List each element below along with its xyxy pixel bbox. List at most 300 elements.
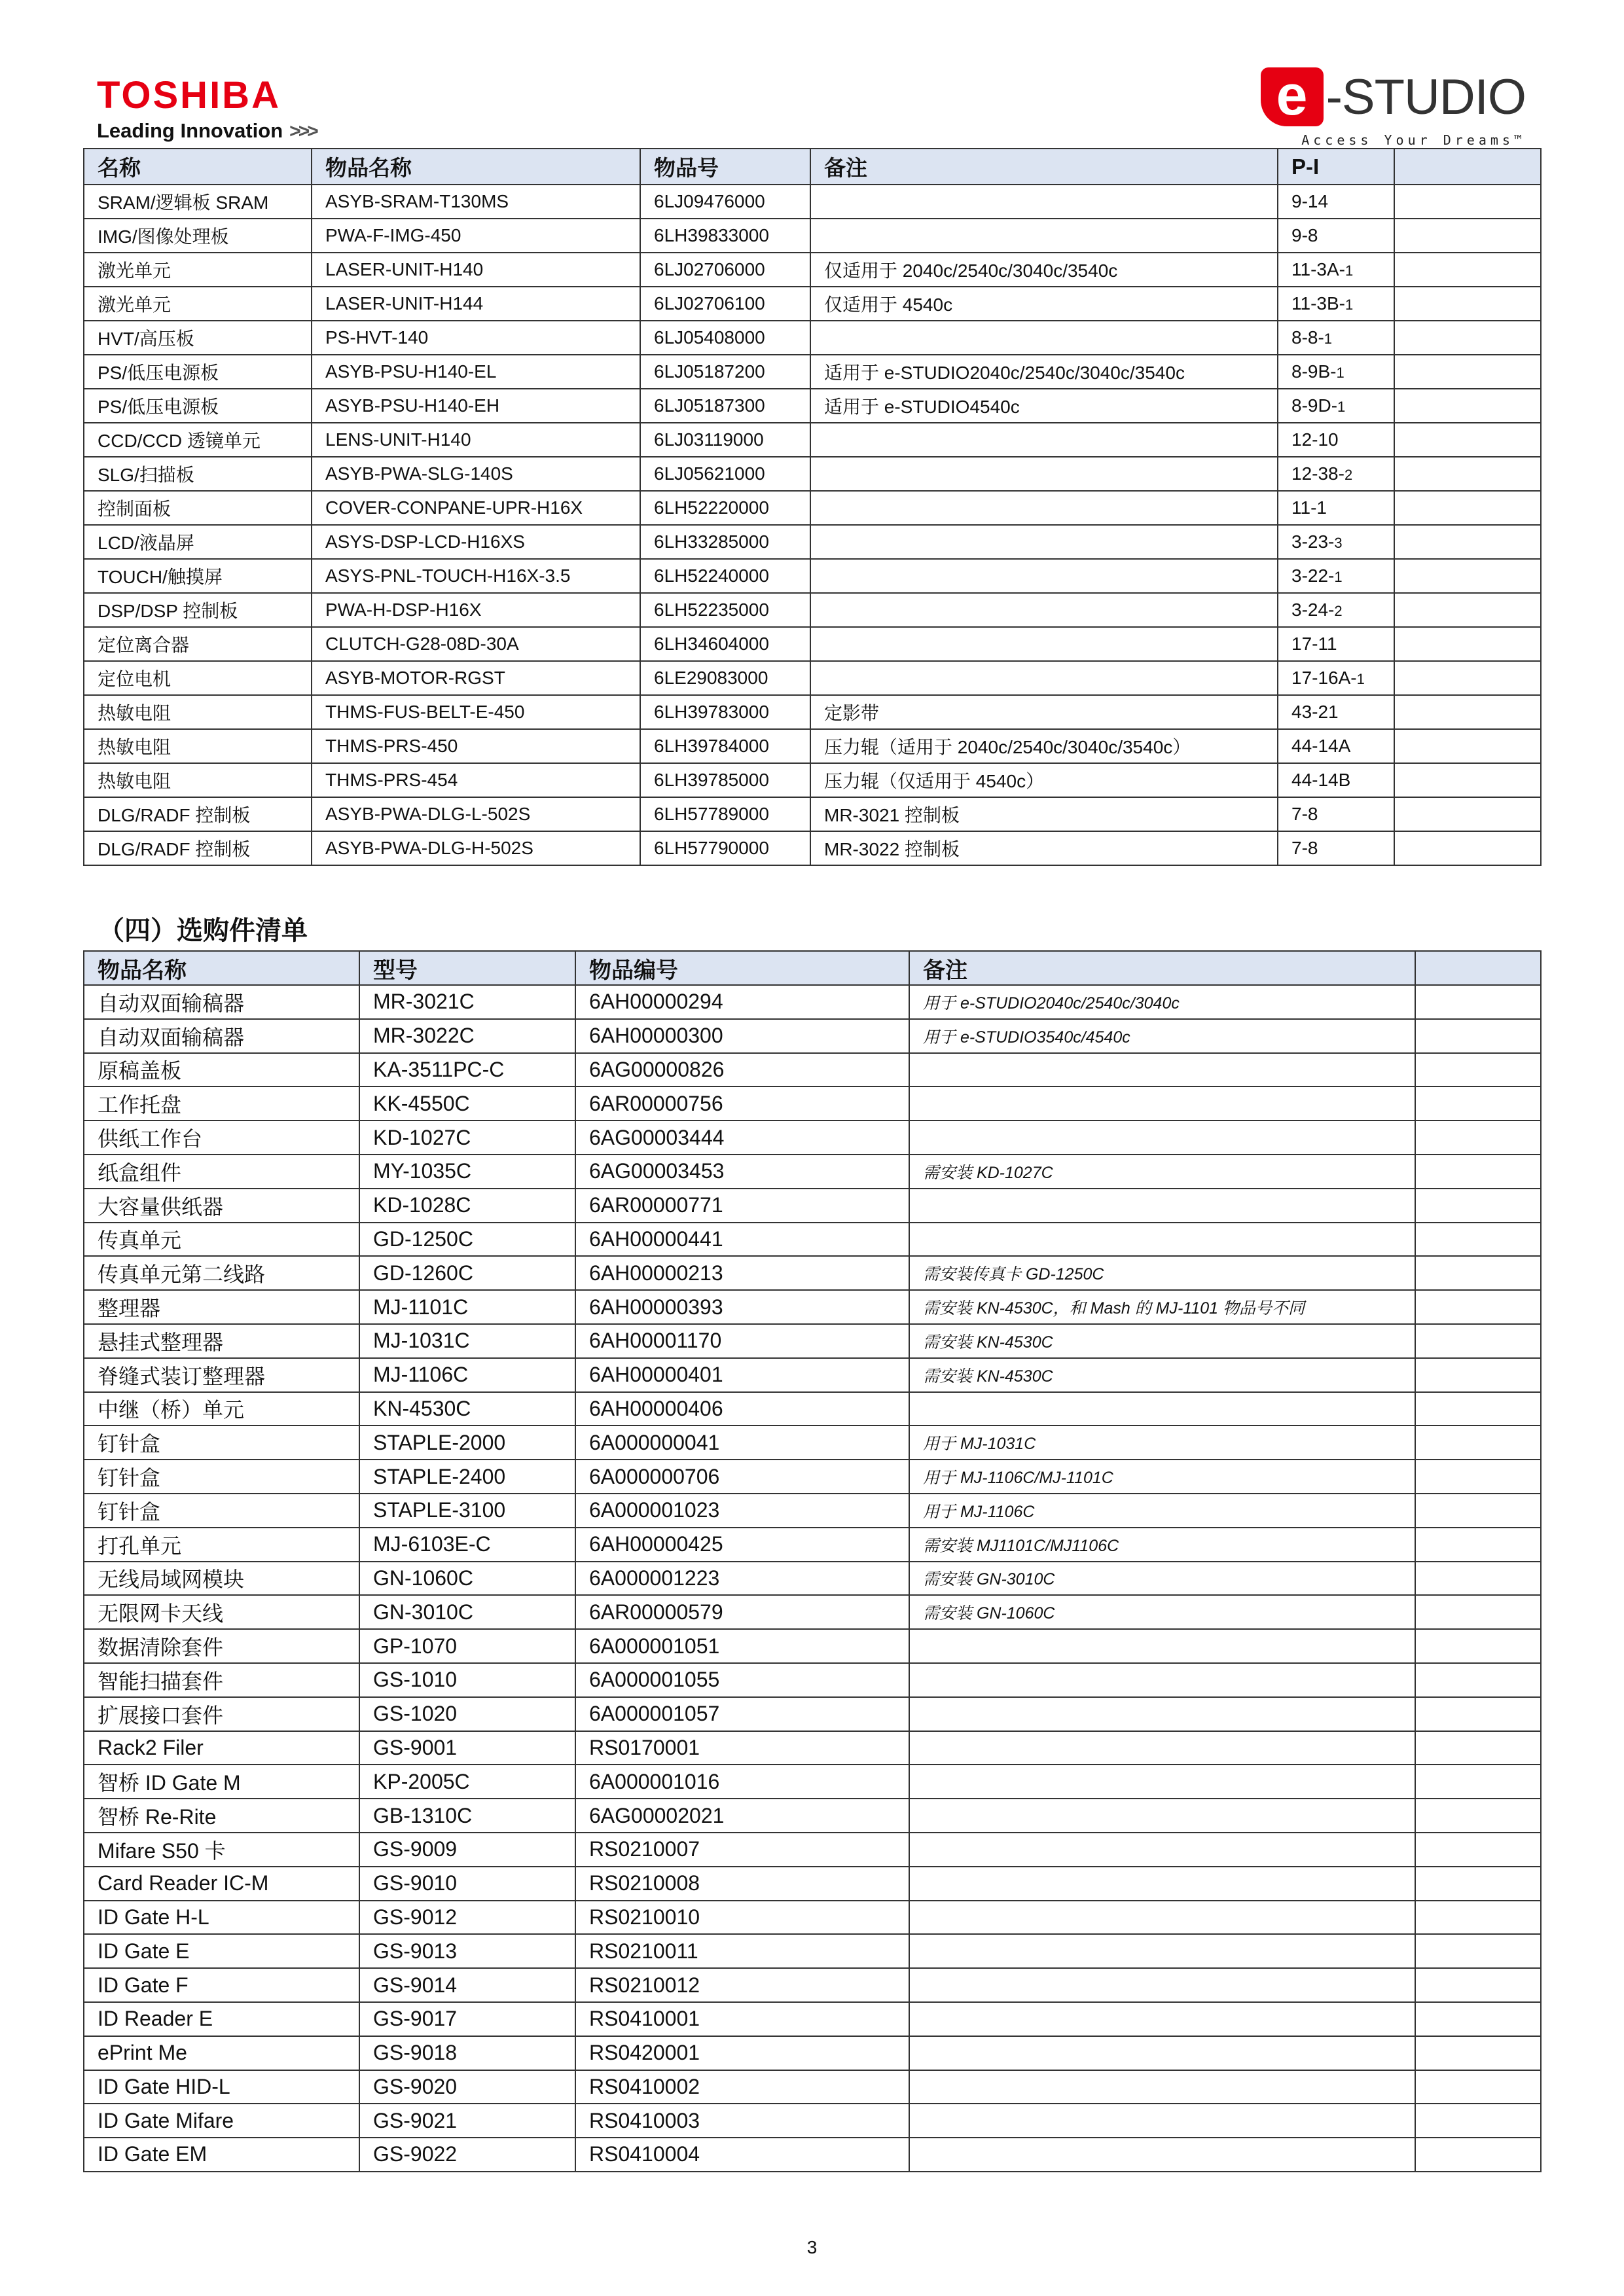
part-number-cell: 6LH52220000 [640, 491, 810, 525]
part-pi-cell [1278, 355, 1394, 389]
table-row [84, 1358, 1541, 1392]
pi-value: 8-8- [1291, 327, 1324, 348]
pi-subindex: 1 [1356, 671, 1365, 687]
option-model-cell: KN-4530C [359, 1392, 575, 1426]
option-code-cell: RS0170001 [575, 1731, 909, 1765]
option-code-cell: 6AH00000425 [575, 1528, 909, 1562]
option-note-cell: 用于 e-STUDIO2040c/2540c/3040c [909, 985, 1415, 1019]
empty-cell [1394, 355, 1541, 389]
option-model-cell: GS-9021 [359, 2104, 575, 2138]
pi-subindex: 1 [1344, 296, 1354, 313]
table-row [84, 1629, 1541, 1663]
pi-value: 44-14B [1291, 770, 1351, 790]
option-code-cell: 6AH00000213 [575, 1256, 909, 1290]
option-code-cell: 6A000001051 [575, 1629, 909, 1663]
empty-cell [1394, 797, 1541, 831]
pi-subindex: 1 [1334, 569, 1343, 585]
empty-cell [1415, 2104, 1541, 2138]
option-code-cell: RS0410003 [575, 2104, 909, 2138]
table-row [84, 1053, 1541, 1087]
option-code-cell: RS0210010 [575, 1901, 909, 1935]
option-code-cell: 6A000001057 [575, 1697, 909, 1731]
table-row [84, 491, 1541, 525]
option-name-cell: 整理器 [84, 1290, 359, 1324]
table-row [84, 1019, 1541, 1053]
part-name-cell: 激光单元 [84, 253, 312, 287]
part-item-cell: THMS-PRS-454 [312, 763, 640, 797]
option-model-cell: GS-1010 [359, 1663, 575, 1697]
part-item-cell: ASYB-PWA-DLG-L-502S [312, 797, 640, 831]
empty-cell [1415, 1799, 1541, 1833]
empty-cell [1394, 219, 1541, 253]
option-model-cell: GS-9012 [359, 1901, 575, 1935]
part-number-cell: 6LJ02706000 [640, 253, 810, 287]
part-name-cell: HVT/高压板 [84, 321, 312, 355]
estudio-tagline: Access Your Dreams™ [1301, 132, 1526, 148]
table-row [84, 1494, 1541, 1528]
option-note-cell [909, 1799, 1415, 1833]
option-code-cell: RS0210008 [575, 1867, 909, 1901]
option-code-cell: 6AH00000300 [575, 1019, 909, 1053]
part-note-cell [810, 661, 1278, 695]
part-number-cell: 6LH52240000 [640, 559, 810, 593]
brand-name: TOSHIBA [97, 74, 281, 117]
table-row [84, 1901, 1541, 1935]
option-code-cell: RS0410001 [575, 2002, 909, 2036]
option-model-cell: GS-9014 [359, 1968, 575, 2002]
option-note-cell: 需安装 KN-4530C [909, 1324, 1415, 1358]
table-row [84, 287, 1541, 321]
part-name-cell: 控制面板 [84, 491, 312, 525]
option-model-cell: GS-9013 [359, 1934, 575, 1968]
table-row [84, 1562, 1541, 1596]
empty-cell [1415, 1053, 1541, 1087]
part-name-cell: DSP/DSP 控制板 [84, 593, 312, 627]
table-row [84, 525, 1541, 559]
part-pi-cell [1278, 253, 1394, 287]
table-row [84, 253, 1541, 287]
option-name-cell: 脊缝式装订整理器 [84, 1358, 359, 1392]
pi-subindex: 1 [1324, 331, 1333, 347]
option-model-cell: GD-1260C [359, 1256, 575, 1290]
pi-value: 12-10 [1291, 429, 1339, 450]
part-name-cell: 热敏电阻 [84, 763, 312, 797]
option-note-cell [909, 1629, 1415, 1663]
option-note-cell [909, 1765, 1415, 1799]
part-note-cell [810, 185, 1278, 219]
option-note-cell: 用于 MJ-1106C/MJ-1101C [909, 1460, 1415, 1494]
part-number-cell: 6LH39783000 [640, 695, 810, 729]
toshiba-logo [97, 76, 316, 143]
option-name-cell: 智桥 ID Gate M [84, 1765, 359, 1799]
part-pi-cell [1278, 627, 1394, 661]
table-row [84, 763, 1541, 797]
empty-cell [1415, 1697, 1541, 1731]
option-name-cell: 智桥 Re-Rite [84, 1799, 359, 1833]
option-model-cell: GS-9017 [359, 2002, 575, 2036]
pi-subindex: 2 [1334, 603, 1343, 619]
empty-cell [1394, 491, 1541, 525]
empty-cell [1415, 1968, 1541, 2002]
chevron-right-icon: >>> [289, 120, 316, 142]
option-name-cell: Card Reader IC-M [84, 1867, 359, 1901]
option-code-cell: 6A000001223 [575, 1562, 909, 1596]
option-model-cell: STAPLE-3100 [359, 1494, 575, 1528]
option-model-cell: GB-1310C [359, 1799, 575, 1833]
empty-cell [1415, 1867, 1541, 1901]
option-note-cell: 需安装 GN-1060C [909, 1595, 1415, 1629]
option-name-cell: 数据清除套件 [84, 1629, 359, 1663]
part-name-cell: 定位电机 [84, 661, 312, 695]
option-code-cell: RS0210007 [575, 1833, 909, 1867]
option-note-cell [909, 1867, 1415, 1901]
empty-cell [1415, 985, 1541, 1019]
option-name-cell: ID Gate F [84, 1968, 359, 2002]
part-number-cell: 6LH52235000 [640, 593, 810, 627]
part-pi-cell [1278, 559, 1394, 593]
part-note-cell [810, 457, 1278, 491]
pi-value: 3-22- [1291, 565, 1335, 586]
pi-value: 43-21 [1291, 702, 1339, 722]
pi-value: 44-14A [1291, 736, 1351, 756]
part-pi-cell [1278, 593, 1394, 627]
option-note-cell [909, 1663, 1415, 1697]
option-model-cell: GS-1020 [359, 1697, 575, 1731]
empty-cell [1415, 1901, 1541, 1935]
part-pi-cell [1278, 831, 1394, 865]
table-row [84, 559, 1541, 593]
option-name-cell: 工作托盘 [84, 1086, 359, 1121]
pi-value: 17-16A- [1291, 668, 1357, 688]
option-code-cell: 6A000001016 [575, 1765, 909, 1799]
option-model-cell: STAPLE-2400 [359, 1460, 575, 1494]
empty-cell [1394, 559, 1541, 593]
option-name-cell: 纸盒组件 [84, 1155, 359, 1189]
column-header [1394, 149, 1541, 185]
option-model-cell: KD-1027C [359, 1121, 575, 1155]
empty-cell [1394, 423, 1541, 457]
table-row [84, 1528, 1541, 1562]
option-note-cell [909, 1053, 1415, 1087]
empty-cell [1415, 1426, 1541, 1460]
option-note-cell: 需安装 KD-1027C [909, 1155, 1415, 1189]
table-row [84, 1697, 1541, 1731]
brand-tagline-text: Leading Innovation [97, 119, 283, 142]
option-code-cell: 6AG00003453 [575, 1155, 909, 1189]
option-model-cell: MJ-6103E-C [359, 1528, 575, 1562]
table-row [84, 1324, 1541, 1358]
part-item-cell: ASYS-PNL-TOUCH-H16X-3.5 [312, 559, 640, 593]
option-note-cell: 需安装 KN-4530C [909, 1358, 1415, 1392]
table-row [84, 1595, 1541, 1629]
pi-value: 3-24- [1291, 600, 1335, 620]
option-name-cell: 钉针盒 [84, 1494, 359, 1528]
empty-cell [1394, 525, 1541, 559]
empty-cell [1415, 1086, 1541, 1121]
part-item-cell: ASYS-DSP-LCD-H16XS [312, 525, 640, 559]
pi-value: 3-23- [1291, 531, 1335, 552]
part-item-cell: ASYB-PWA-SLG-140S [312, 457, 640, 491]
empty-cell [1415, 1019, 1541, 1053]
table-row [84, 2104, 1541, 2138]
empty-cell [1394, 661, 1541, 695]
part-number-cell: 6LH39833000 [640, 219, 810, 253]
option-code-cell: RS0210011 [575, 1934, 909, 1968]
part-name-cell: 定位离合器 [84, 627, 312, 661]
option-name-cell: ID Gate HID-L [84, 2070, 359, 2104]
empty-cell [1415, 1562, 1541, 1596]
option-name-cell: 传真单元第二线路 [84, 1256, 359, 1290]
option-note-cell [909, 1189, 1415, 1223]
option-code-cell: 6AG00002021 [575, 1799, 909, 1833]
option-note-cell [909, 1833, 1415, 1867]
part-pi-cell [1278, 729, 1394, 763]
empty-cell [1415, 2002, 1541, 2036]
empty-cell [1415, 2070, 1541, 2104]
option-code-cell: RS0410004 [575, 2138, 909, 2172]
option-model-cell: MY-1035C [359, 1155, 575, 1189]
pi-value: 11-3A- [1291, 259, 1345, 279]
option-note-cell [909, 2070, 1415, 2104]
empty-cell [1415, 1629, 1541, 1663]
table-row [84, 797, 1541, 831]
part-note-cell [810, 219, 1278, 253]
pi-subindex: 1 [1344, 262, 1354, 279]
empty-cell [1394, 729, 1541, 763]
table-row [84, 2070, 1541, 2104]
option-name-cell: ID Gate Mifare [84, 2104, 359, 2138]
part-note-cell: MR-3021 控制板 [810, 797, 1278, 831]
pi-subindex: 3 [1334, 535, 1343, 551]
parts-table [83, 148, 1542, 866]
part-number-cell: 6LE29083000 [640, 661, 810, 695]
part-number-cell: 6LJ02706100 [640, 287, 810, 321]
table-row [84, 1765, 1541, 1799]
option-code-cell: 6A000000706 [575, 1460, 909, 1494]
column-header: 备注 [909, 951, 1415, 985]
option-model-cell: GS-9018 [359, 2036, 575, 2070]
option-note-cell [909, 2036, 1415, 2070]
part-number-cell: 6LH39785000 [640, 763, 810, 797]
table-row [84, 457, 1541, 491]
option-note-cell [909, 1934, 1415, 1968]
table-row [84, 695, 1541, 729]
empty-cell [1415, 1731, 1541, 1765]
empty-cell [1394, 253, 1541, 287]
table-row [84, 219, 1541, 253]
empty-cell [1394, 321, 1541, 355]
option-name-cell: Rack2 Filer [84, 1731, 359, 1765]
table-row [84, 2138, 1541, 2172]
empty-cell [1415, 2138, 1541, 2172]
empty-cell [1415, 1290, 1541, 1324]
empty-cell [1415, 1833, 1541, 1867]
option-model-cell: GD-1250C [359, 1223, 575, 1257]
option-code-cell: RS0410002 [575, 2070, 909, 2104]
option-code-cell: 6AH00001170 [575, 1324, 909, 1358]
option-name-cell: 供纸工作台 [84, 1121, 359, 1155]
part-note-cell: 适用于 e-STUDIO4540c [810, 389, 1278, 423]
part-item-cell: CLUTCH-G28-08D-30A [312, 627, 640, 661]
part-note-cell: 适用于 e-STUDIO2040c/2540c/3040c/3540c [810, 355, 1278, 389]
option-model-cell: GS-9020 [359, 2070, 575, 2104]
part-item-cell: LASER-UNIT-H144 [312, 287, 640, 321]
option-name-cell: 无限网卡天线 [84, 1595, 359, 1629]
option-note-cell: 需安装 MJ1101C/MJ1106C [909, 1528, 1415, 1562]
table-row [84, 1934, 1541, 1968]
part-pi-cell [1278, 661, 1394, 695]
part-pi-cell [1278, 219, 1394, 253]
empty-cell [1415, 1934, 1541, 1968]
option-model-cell: MJ-1031C [359, 1324, 575, 1358]
pi-value: 17-11 [1291, 634, 1337, 654]
option-name-cell: 无线局域网模块 [84, 1562, 359, 1596]
option-name-cell: 打孔单元 [84, 1528, 359, 1562]
option-note-cell: 用于 e-STUDIO3540c/4540c [909, 1019, 1415, 1053]
option-code-cell: 6AR00000579 [575, 1595, 909, 1629]
option-code-cell: 6AR00000771 [575, 1189, 909, 1223]
part-name-cell: 热敏电阻 [84, 695, 312, 729]
empty-cell [1415, 1663, 1541, 1697]
empty-cell [1415, 1392, 1541, 1426]
option-model-cell: MJ-1101C [359, 1290, 575, 1324]
column-header: 物品编号 [575, 951, 909, 985]
options-table-header [84, 951, 1541, 985]
option-note-cell [909, 2104, 1415, 2138]
page-number: 3 [806, 2237, 818, 2257]
table-row [84, 1155, 1541, 1189]
pi-subindex: 1 [1337, 399, 1346, 415]
option-name-cell: 钉针盒 [84, 1426, 359, 1460]
part-note-cell [810, 593, 1278, 627]
empty-cell [1394, 287, 1541, 321]
table-row [84, 1426, 1541, 1460]
part-item-cell: COVER-CONPANE-UPR-H16X [312, 491, 640, 525]
option-code-cell: 6AH00000441 [575, 1223, 909, 1257]
option-model-cell: KA-3511PC-C [359, 1053, 575, 1087]
part-name-cell: 激光单元 [84, 287, 312, 321]
option-name-cell: 中继（桥）单元 [84, 1392, 359, 1426]
column-header: P-I [1278, 149, 1394, 185]
option-code-cell: 6AG00003444 [575, 1121, 909, 1155]
estudio-e-badge: e [1261, 67, 1324, 126]
option-note-cell: 用于 MJ-1031C [909, 1426, 1415, 1460]
part-name-cell: SRAM/逻辑板 SRAM [84, 185, 312, 219]
option-name-cell: ID Gate E [84, 1934, 359, 1968]
part-pi-cell [1278, 797, 1394, 831]
part-pi-cell [1278, 287, 1394, 321]
empty-cell [1415, 1528, 1541, 1562]
option-name-cell: ID Gate H-L [84, 1901, 359, 1935]
part-number-cell: 6LJ05187200 [640, 355, 810, 389]
option-model-cell: STAPLE-2000 [359, 1426, 575, 1460]
part-pi-cell [1278, 763, 1394, 797]
option-code-cell: 6AH00000294 [575, 985, 909, 1019]
option-note-cell [909, 1392, 1415, 1426]
option-code-cell: 6A000000041 [575, 1426, 909, 1460]
option-note-cell [909, 1223, 1415, 1257]
column-header: 物品名称 [312, 149, 640, 185]
empty-cell [1415, 1155, 1541, 1189]
part-number-cell: 6LH33285000 [640, 525, 810, 559]
table-row [84, 1799, 1541, 1833]
pi-value: 11-3B- [1291, 293, 1345, 314]
part-item-cell: ASYB-SRAM-T130MS [312, 185, 640, 219]
part-item-cell: THMS-FUS-BELT-E-450 [312, 695, 640, 729]
option-name-cell: 扩展接口套件 [84, 1697, 359, 1731]
option-code-cell: 6AH00000393 [575, 1290, 909, 1324]
column-header: 名称 [84, 149, 312, 185]
table-row [84, 1663, 1541, 1697]
part-name-cell: SLG/扫描板 [84, 457, 312, 491]
option-model-cell: MR-3021C [359, 985, 575, 1019]
part-item-cell: ASYB-MOTOR-RGST [312, 661, 640, 695]
pi-subindex: 2 [1344, 467, 1353, 483]
pi-value: 7-8 [1291, 838, 1318, 858]
part-name-cell: PS/低压电源板 [84, 355, 312, 389]
option-model-cell: GS-9009 [359, 1833, 575, 1867]
part-item-cell: LASER-UNIT-H140 [312, 253, 640, 287]
part-name-cell: DLG/RADF 控制板 [84, 831, 312, 865]
part-item-cell: PWA-F-IMG-450 [312, 219, 640, 253]
table-row [84, 1290, 1541, 1324]
options-table [83, 950, 1542, 2172]
table-row [84, 1867, 1541, 1901]
option-note-cell [909, 1086, 1415, 1121]
option-model-cell: KP-2005C [359, 1765, 575, 1799]
part-name-cell: DLG/RADF 控制板 [84, 797, 312, 831]
part-pi-cell [1278, 423, 1394, 457]
part-number-cell: 6LJ05187300 [640, 389, 810, 423]
option-name-cell: 悬挂式整理器 [84, 1324, 359, 1358]
part-note-cell [810, 491, 1278, 525]
option-name-cell: 智能扫描套件 [84, 1663, 359, 1697]
brand-tagline [97, 119, 316, 143]
option-model-cell: GN-3010C [359, 1595, 575, 1629]
option-note-cell [909, 1901, 1415, 1935]
option-code-cell: RS0420001 [575, 2036, 909, 2070]
pi-value: 9-8 [1291, 225, 1318, 245]
table-row [84, 1256, 1541, 1290]
table-row [84, 729, 1541, 763]
part-number-cell: 6LH39784000 [640, 729, 810, 763]
option-code-cell: 6AR00000756 [575, 1086, 909, 1121]
empty-cell [1415, 1358, 1541, 1392]
table-row [84, 2002, 1541, 2036]
table-row [84, 1189, 1541, 1223]
option-name-cell: ID Reader E [84, 2002, 359, 2036]
empty-cell [1415, 1595, 1541, 1629]
part-pi-cell [1278, 185, 1394, 219]
table-row [84, 831, 1541, 865]
option-model-cell: GN-1060C [359, 1562, 575, 1596]
option-note-cell [909, 2138, 1415, 2172]
part-note-cell: 定影带 [810, 695, 1278, 729]
option-name-cell: 自动双面输稿器 [84, 985, 359, 1019]
option-note-cell [909, 1697, 1415, 1731]
column-header: 备注 [810, 149, 1278, 185]
parts-table-header [84, 149, 1541, 185]
part-note-cell: 压力辊（仅适用于 4540c） [810, 763, 1278, 797]
table-row [84, 355, 1541, 389]
option-code-cell: RS0210012 [575, 1968, 909, 2002]
pi-value: 8-9B- [1291, 361, 1337, 382]
empty-cell [1394, 593, 1541, 627]
part-name-cell: CCD/CCD 透镜单元 [84, 423, 312, 457]
empty-cell [1415, 2036, 1541, 2070]
part-item-cell: THMS-PRS-450 [312, 729, 640, 763]
table-row [84, 1460, 1541, 1494]
